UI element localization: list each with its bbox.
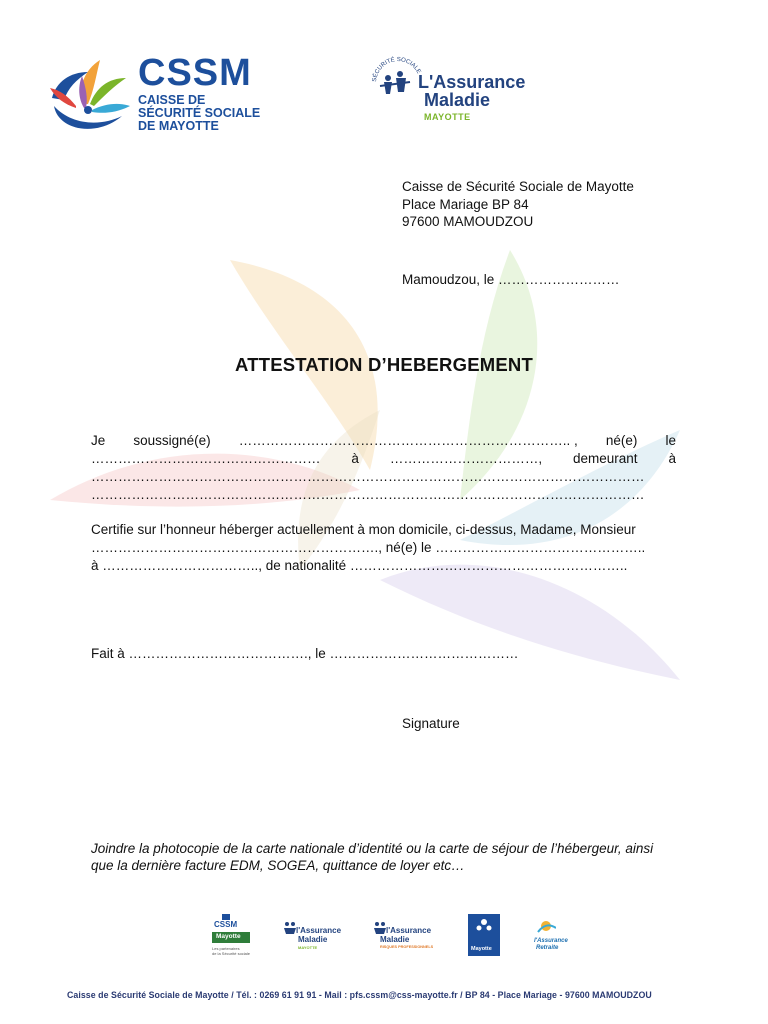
name-blank: ……………………………………………………………….. , [238, 433, 578, 448]
assurance-maladie-emblem-icon [370, 52, 424, 106]
logo-text: l'Assurance [296, 926, 342, 935]
arc-text: SÉCURITÉ SOCIALE [371, 57, 422, 83]
word: Je [91, 433, 106, 448]
birthdate-blank: …………………………………………… [91, 451, 321, 466]
address-blank-line: …………………………………………………………………………………………………………… [91, 469, 645, 484]
text-line [91, 432, 676, 450]
birthplace-blank: ……………………………, [389, 451, 543, 466]
cssm-logo [48, 52, 278, 136]
word: le [665, 433, 676, 448]
place-date-signature-line: Fait à …………………………………., le …………………………………… [91, 646, 519, 661]
cssm-subtitle-line: CAISSE DE [138, 93, 206, 107]
address-blank-line: …………………………………………………………………………………………………………… [91, 487, 645, 502]
sun-icon [536, 918, 556, 934]
assurance-maladie-logo [370, 52, 530, 132]
declarant-paragraph [91, 432, 676, 504]
logo-text: l'Assurance [386, 926, 432, 935]
partner-logos [0, 912, 768, 962]
text-line: à …………………………….., de nationalité …………………………………………………….. [91, 558, 628, 573]
word: soussigné(e) [133, 433, 211, 448]
logo-text: Mayotte [216, 933, 241, 940]
signature-label: Signature [402, 716, 460, 731]
logo-text: Mayotte [471, 946, 492, 952]
caf-logo [468, 912, 500, 958]
assurance-maladie-small-logo [282, 912, 348, 958]
cssm-flower-icon [48, 52, 132, 136]
word: né(e) [605, 433, 638, 448]
logo-text: de la Sécurité sociale [212, 951, 251, 956]
address-line: 97600 MAMOUDZOU [402, 214, 534, 229]
assurance-line2: Maladie [424, 90, 491, 110]
cssm-small-logo [208, 912, 254, 958]
assurance-line1: L'Assurance [418, 72, 526, 92]
cssm-wordmark: CSSM [138, 52, 252, 94]
assurance-maladie-risques-logo [372, 912, 442, 958]
footer-contact-line: Caisse de Sécurité Sociale de Mayotte / Tél. : 0269 61 91 91 - Mail : pfs.cssm@css-mayotte.fr / BP 84 - Place Mariage - 97600 MAMOUDZOU [67, 990, 652, 1000]
logo-text: RISQUES PROFESSIONNELS [380, 945, 434, 949]
word: à [668, 451, 676, 466]
assurance-retraite-logo [528, 912, 568, 958]
cssm-subtitle-line: SÉCURITÉ SOCIALE [138, 106, 261, 120]
logo-text: MAYOTTE [298, 945, 318, 950]
assurance-line3: MAYOTTE [424, 112, 471, 122]
document-title: ATTESTATION D’HEBERGEMENT [235, 354, 533, 375]
logo-text: Retraite [536, 945, 559, 951]
text-line: Certifie sur l’honneur héberger actuellement à mon domicile, ci-dessus, Madame, Monsieur [91, 522, 636, 537]
place-date-field: Mamoudzou, le ……………………… [402, 272, 620, 287]
logo-text: l'Assurance [534, 938, 568, 944]
address-line: Caisse de Sécurité Sociale de Mayotte [402, 179, 634, 194]
logo-text: Les partenaires [212, 946, 240, 951]
text-line [91, 450, 676, 468]
certification-paragraph [91, 521, 676, 575]
logo-text: Maladie [298, 935, 328, 944]
cssm-subtitle-line: DE MAYOTTE [138, 119, 219, 133]
word: à [351, 451, 359, 466]
attachment-note: Joindre la photocopie de la carte nationale d’identité ou la carte de séjour de l’hébergeur, ainsi que la dernière facture EDM, SOGEA, quittance de loyer etc… [91, 841, 654, 873]
text-line: ………………………………………………………., né(e) le ……………………………………….. [91, 540, 646, 555]
word: demeurant [573, 451, 638, 466]
recipient-address [402, 178, 634, 231]
logo-text: Maladie [380, 935, 410, 944]
family-icon [476, 918, 492, 934]
cssm-subtitle [138, 94, 260, 133]
address-line: Place Mariage BP 84 [402, 196, 529, 212]
logo-text: CSSM [214, 920, 238, 929]
